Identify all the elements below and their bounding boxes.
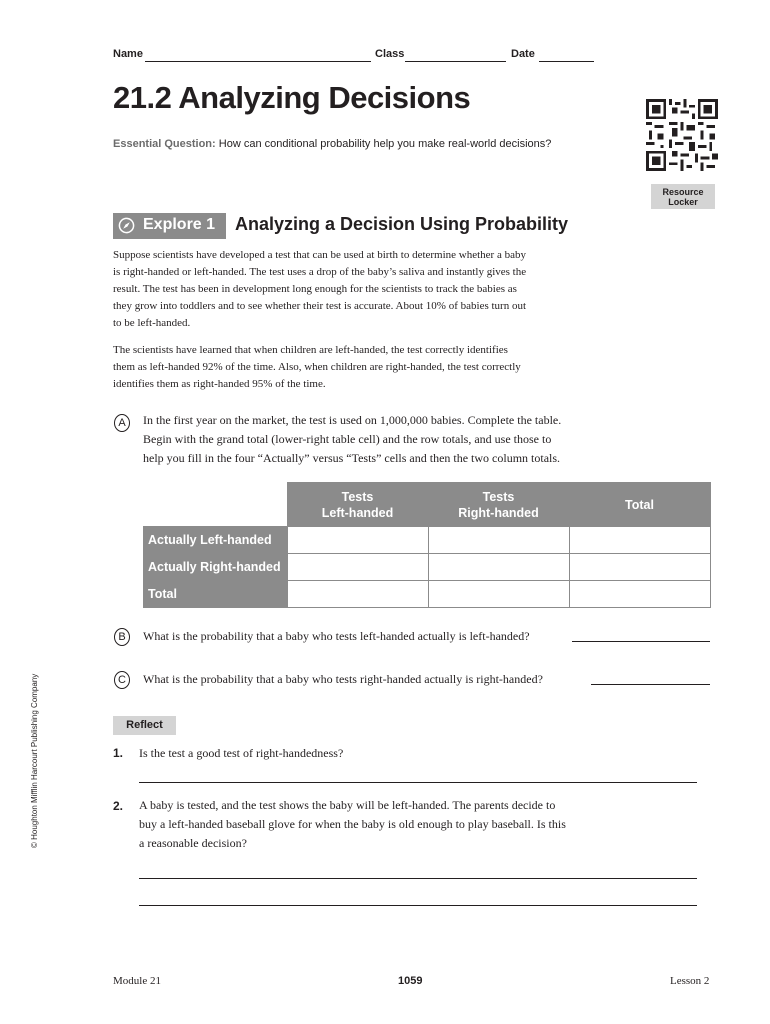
col-header-tests-right: [428, 483, 569, 527]
compass-icon: [118, 217, 135, 234]
class-field[interactable]: [405, 60, 506, 62]
intro-paragraph: [113, 247, 593, 332]
essential-question-text: How can conditional probability help you make real-world decisions?: [218, 138, 552, 150]
text-line: result. The test has been in development long enough for the scientists to track the babies as: [113, 283, 517, 295]
step-b-badge: B: [114, 628, 130, 646]
table-row: [144, 527, 711, 554]
cell-actually-right-tests-right[interactable]: [428, 554, 569, 581]
text-line: they grow into toddlers and to see whether their test is accurate. About 10% of babies turn out: [113, 300, 527, 312]
findings-paragraph: [113, 342, 593, 393]
step-b-answer-line[interactable]: [572, 640, 710, 642]
reflect-q2-answer-line[interactable]: [139, 904, 697, 906]
table-row: [144, 581, 711, 608]
step-c-text: What is the probability that a baby who tests right-handed actually is right-handed?: [143, 672, 543, 686]
text-line: help you fill in the four “Actually” versus “Tests” cells and then the two column totals.: [143, 451, 561, 465]
cell-actually-right-tests-left[interactable]: [287, 554, 428, 581]
cell-actually-right-total[interactable]: [569, 554, 710, 581]
text-line: In the first year on the market, the test is used on 1,000,000 babies. Complete the table.: [143, 413, 562, 427]
text-line: Suppose scientists have developed a test that can be used at birth to determine whether a baby: [113, 249, 526, 261]
cell-grand-total[interactable]: [569, 581, 710, 608]
text-line: a reasonable decision?: [139, 836, 247, 850]
explore-badge-label: Explore 1: [143, 216, 216, 233]
step-a-badge: A: [114, 414, 130, 432]
step-a-text: [143, 411, 623, 468]
resource-locker-line2: Locker: [668, 197, 698, 207]
col-header-tests-left: [287, 483, 428, 527]
reflect-q1-number: 1.: [113, 746, 124, 760]
step-b-text: What is the probability that a baby who tests left-handed actually is left-handed?: [143, 629, 530, 643]
table-corner: [144, 483, 288, 527]
date-field[interactable]: [539, 60, 594, 62]
header-line: Right-handed: [458, 505, 539, 520]
resource-locker-line1: Resource: [662, 187, 704, 197]
cell-actually-left-total[interactable]: [569, 527, 710, 554]
page-title: 21.2 Analyzing Decisions: [113, 80, 471, 115]
step-c-badge: C: [114, 671, 130, 689]
text-line: identifies them as right-handed 95% of the time.: [113, 378, 326, 390]
text-line: them as left-handed 92% of the time. Also, when children are right-handed, the test correctly: [113, 361, 521, 373]
text-line: to be left-handed.: [113, 317, 191, 329]
row-header-actually-left: Actually Left-handed: [144, 527, 288, 554]
footer-lesson: Lesson 2: [670, 975, 710, 987]
row-header-actually-right: Actually Right-handed: [144, 554, 288, 581]
text-line: buy a left-handed baseball glove for when the baby is old enough to play baseball. Is this: [139, 817, 566, 831]
copyright-notice: © Houghton Mifflin Harcourt Publishing Company: [30, 673, 39, 848]
reflect-q2-text: [139, 796, 619, 853]
col-header-total: Total: [569, 483, 710, 527]
footer-page-number: 1059: [398, 975, 423, 987]
name-label: Name: [113, 48, 143, 60]
cell-total-tests-right[interactable]: [428, 581, 569, 608]
cell-actually-left-tests-right[interactable]: [428, 527, 569, 554]
cell-actually-left-tests-left[interactable]: [287, 527, 428, 554]
essential-question-label: Essential Question:: [113, 138, 216, 150]
cell-total-tests-left[interactable]: [287, 581, 428, 608]
text-line: The scientists have learned that when children are left-handed, the test correctly identifies: [113, 344, 508, 356]
text-line: A baby is tested, and the test shows the baby will be left-handed. The parents decide to: [139, 798, 556, 812]
text-line: Begin with the grand total (lower-right table cell) and the row totals, and use those to: [143, 432, 552, 446]
step-c-answer-line[interactable]: [591, 683, 710, 685]
essential-question: [113, 138, 551, 150]
resource-locker-button[interactable]: [651, 184, 715, 209]
footer-module: Module 21: [113, 975, 161, 987]
name-field[interactable]: [145, 60, 371, 62]
date-label: Date: [511, 48, 535, 60]
text-line: is right-handed or left-handed. The test uses a drop of the baby’s saliva and instantly gives the: [113, 266, 527, 278]
reflect-label: Reflect: [113, 716, 176, 735]
reflect-q1-answer-line[interactable]: [139, 781, 697, 783]
header-line: Tests: [482, 489, 515, 504]
row-header-total: Total: [144, 581, 288, 608]
explore-title: Analyzing a Decision Using Probability: [235, 214, 569, 234]
reflect-q2-number: 2.: [113, 799, 124, 813]
table-row: [144, 554, 711, 581]
probability-table: [143, 482, 711, 608]
reflect-q2-answer-line[interactable]: [139, 877, 697, 879]
reflect-q1-text: Is the test a good test of right-handedness?: [139, 746, 344, 760]
header-line: Tests: [341, 489, 374, 504]
explore-badge: [113, 213, 226, 239]
qr-code-icon[interactable]: [646, 99, 718, 171]
header-line: Left-handed: [321, 505, 394, 520]
class-label: Class: [375, 48, 405, 60]
